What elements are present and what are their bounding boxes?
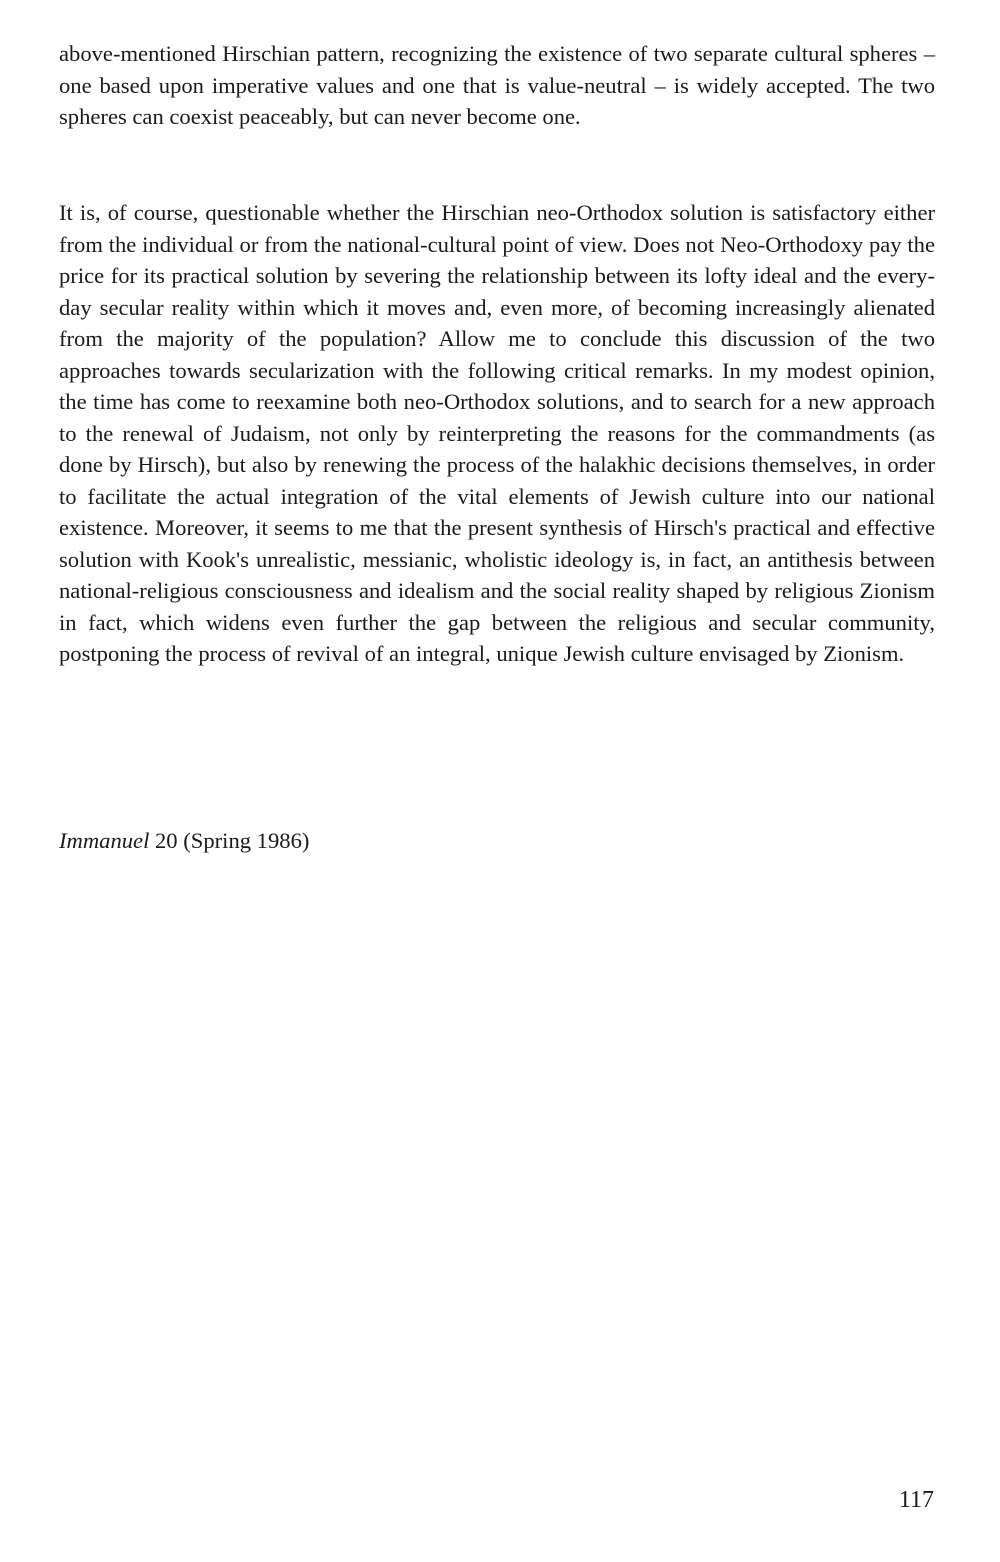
journal-title: Immanuel — [59, 828, 150, 853]
page-number: 117 — [898, 1487, 934, 1513]
journal-issue: 20 (Spring 1986) — [149, 828, 310, 853]
body-paragraph-1: above-mentioned Hirschian pattern, recognizing the existence of two separate cultural spheres – one based upon imperative values and one that is value-neutral – is widely accepted. The two spheres can coexist peaceably, but can never become one. — [59, 41, 935, 129]
source-citation — [59, 825, 309, 857]
body-paragraph-2: It is, of course, questionable whether the Hirschian neo-Orthodox solution is satisfactory either from the individual or from the national-cultural point of view. Does not Neo-Orthodoxy pay the price for its practical solution by severing the relationship between its lofty ideal and the every-day secular reality within which it moves and, even more, of becoming increasingly alienated from the majority of the population? Allow me to conclude this discussion of the two approaches towards secularization with the following critical remarks. In my modest opinion, the time has come to reexamine both neo-Orthodox solutions, and to search for a new approach to the renewal of Judaism, not only by reinterpreting the reasons for the commandments (as done by Hirsch), but also by renewing the process of the halakhic decisions themselves, in order to facilitate the actual integration of the vital elements of Jewish culture into our national existence. Moreover, it seems to me that the present synthesis of Hirsch's practical and effective solution with Kook's unrealistic, messianic, wholistic ideology is, in fact, an antithesis between national-religious consciousness and idealism and the social reality shaped by religious Zionism in fact, which widens even further the gap between the religious and secular community, postponing the process of revival of an integral, unique Jewish culture envisaged by Zionism. — [59, 200, 935, 666]
